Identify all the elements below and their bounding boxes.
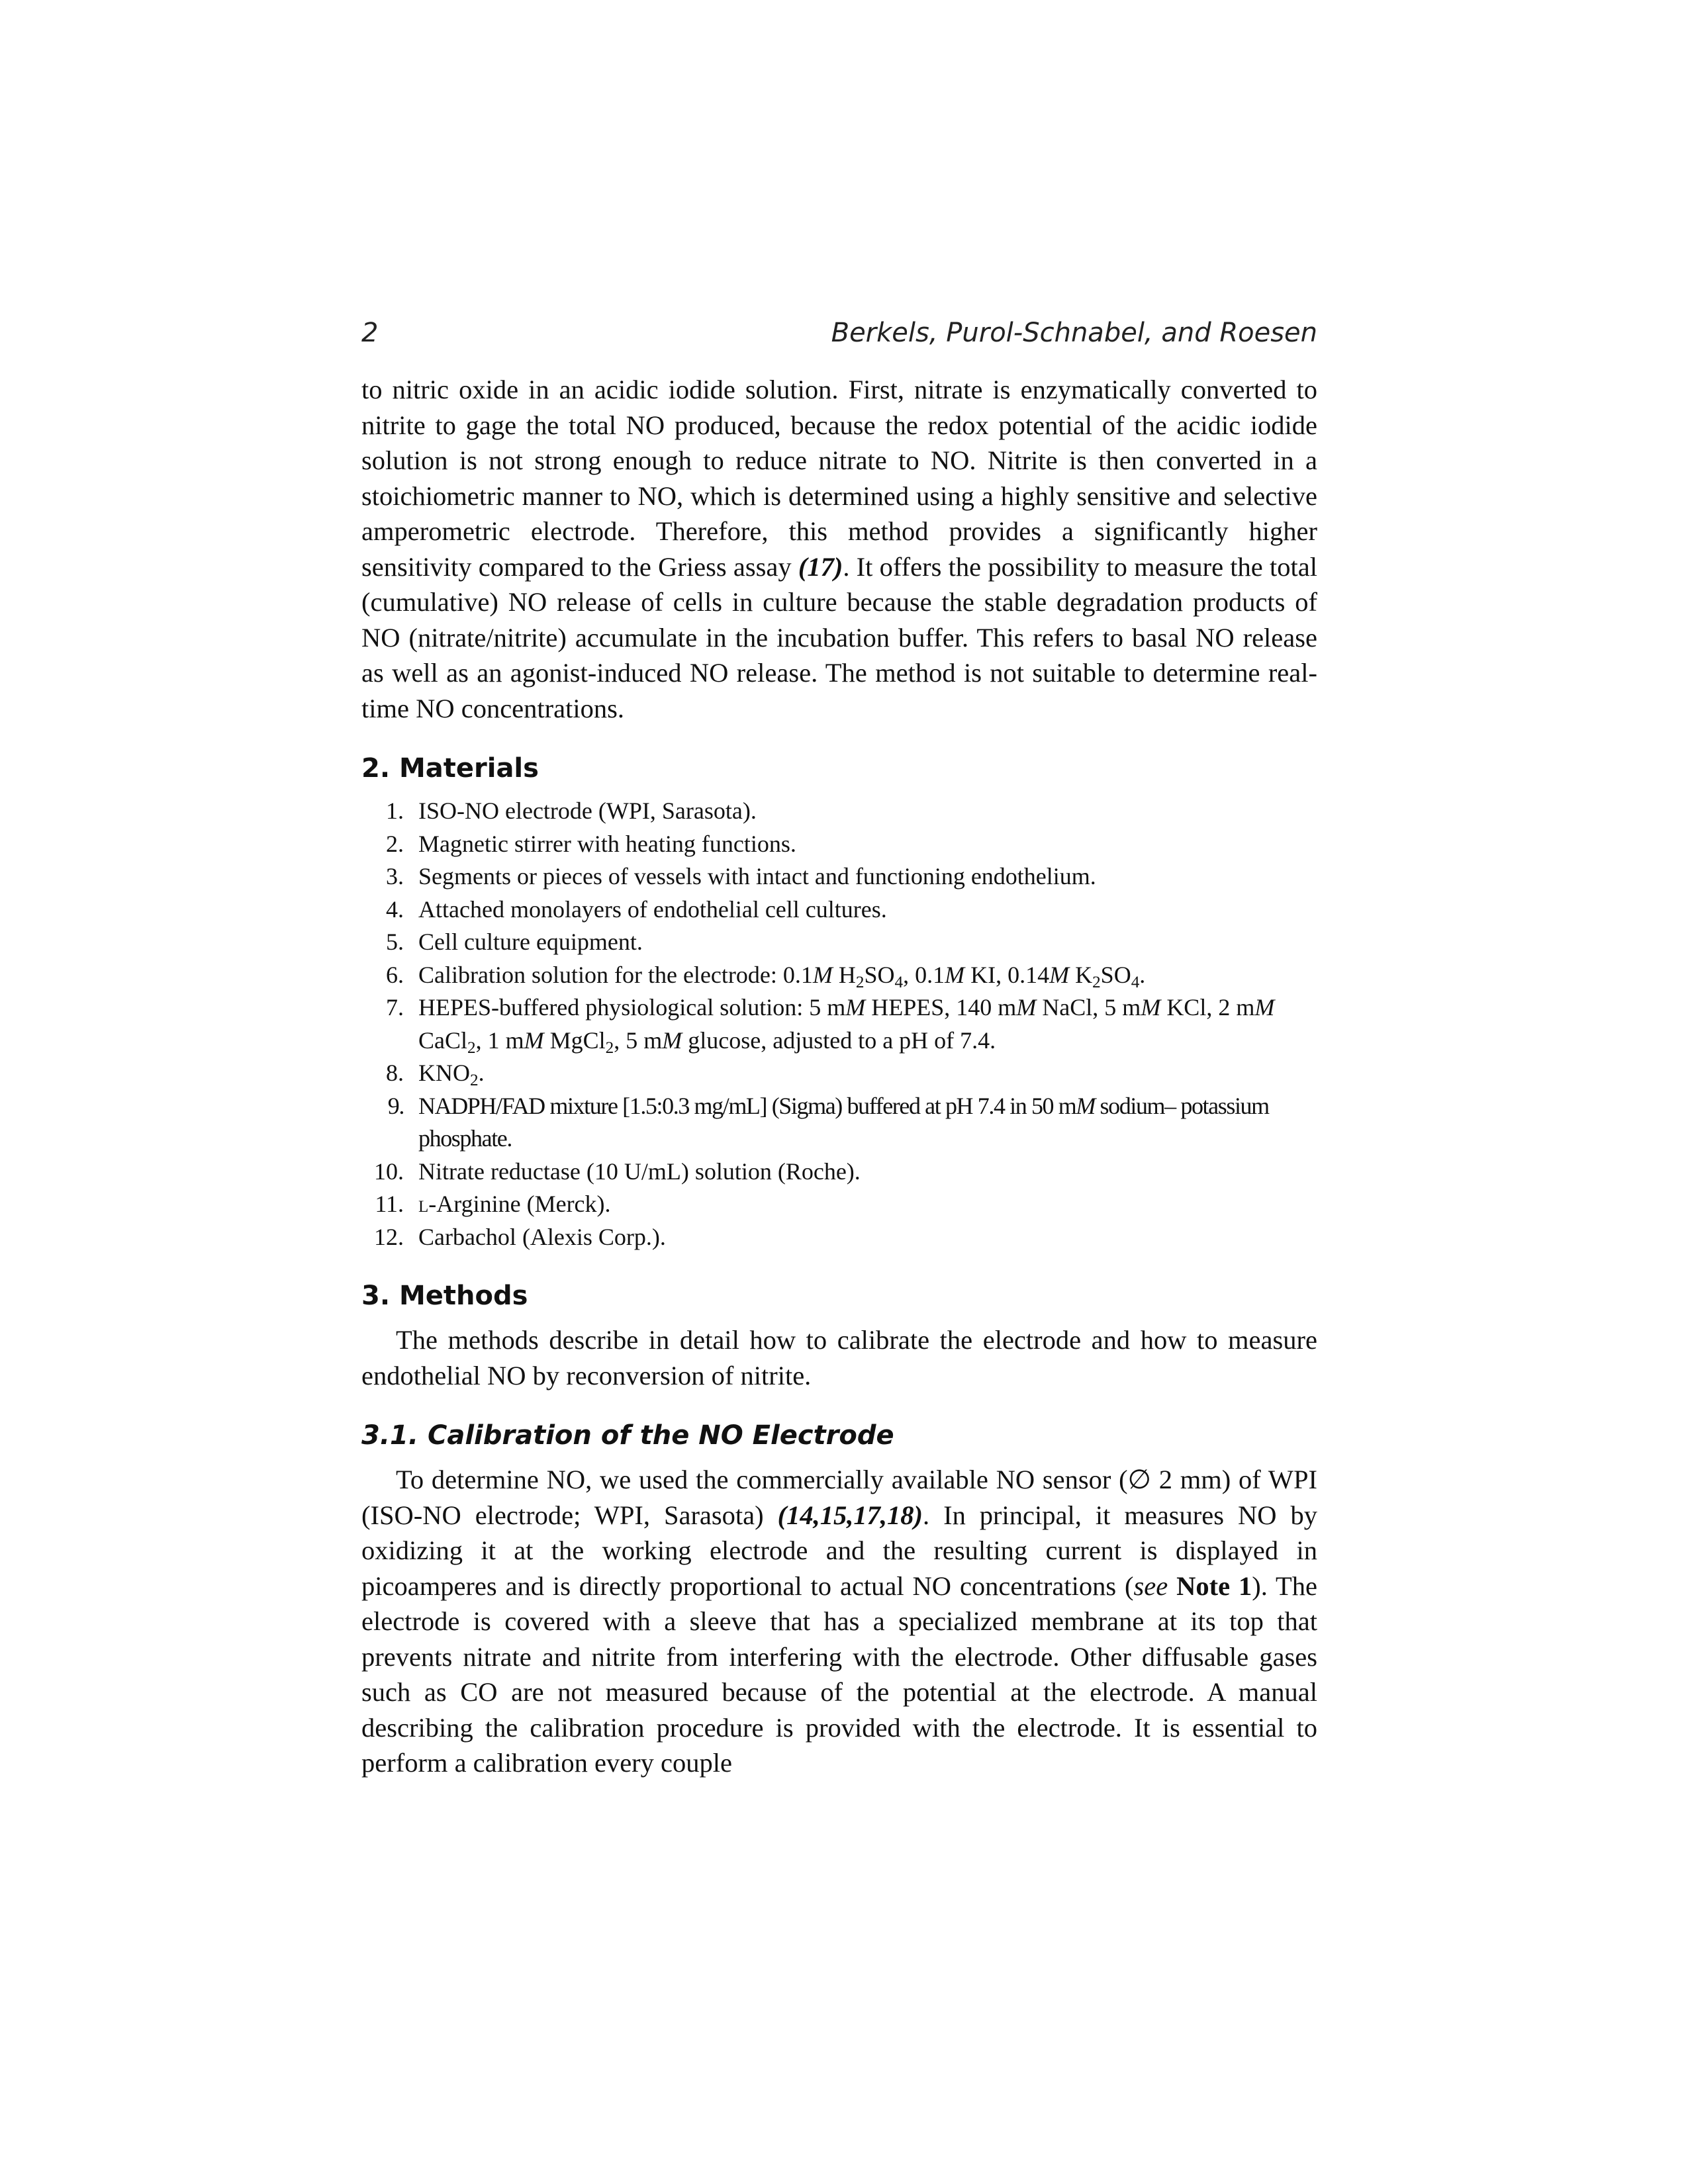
calibration-heading: 3.1. Calibration of the NO Electrode [361,1420,894,1451]
methods-heading: 3. Methods [361,1281,528,1311]
intro-paragraph [361,372,1317,726]
list-item: 6. Calibration solution for the electrode: 0.1M $H_2SO_4$, 0.1M KI, 0.14M $K_2SO_4$. [386,961,1146,991]
list-item: 1. ISO-NO electrode (WPI, Sarasota). [386,797,757,824]
intro-text-1: to nitric oxide in an acidic iodide solution. First, nitrate is enzymatically converted to nitrite to gage the total NO produced, because the redox potential of the acidic iodide solution is not strong enough to reduce nitrate to NO. Nitrite is then converted in a stoichiometric manner to NO, which is determined using a highly sensitive and selective amperometric electrode. Therefore, this method provides a significantly higher sensitivity compared to the Griess assay [361,375,1317,582]
list-item: 4. Attached monolayers of endothelial cell cultures. [386,895,887,923]
list-item: 2. Magnetic stirrer with heating functions. [386,830,796,857]
materials-heading: 2. Materials [361,753,539,784]
reference-list: (14,15,17,18) [777,1500,923,1530]
list-item: 8. $KNO_2$. [386,1060,485,1090]
list-item: 7. HEPES-buffered physiological solution: 5 mM HEPES, 140 mM NaCl, 5 mM KCl, 2 mM CaCl$_2$, 1 mM MgCl$_2$, 5 mM glucose, adjusted to a pH of 7.4. [386,994,1275,1057]
list-item: 3. Segments or pieces of vessels with intact and functioning endothelium. [386,863,1096,889]
materials-list [361,795,1317,1253]
page-number: 2 [361,318,379,348]
calibration-paragraph: To determine NO, we used the commercially available NO sensor (∅ 2 mm) of WPI (ISO-NO electrode; WPI, Sarasota) (14,15,17,18). In principal, it measures NO by oxidizing it at the working electrode and the resulting current is displayed in picoamperes and is directly proportional to actual NO concentrations (see Note 1). The electrode is covered with a sleeve that has a specialized membrane at its top that prevents nitrate and nitrite from interfering with the electrode. Other diffusable gases such as CO are not measured because of the potential at the electrode. A manual describing the calibration procedure is provided with the electrode. It is essential to perform a calibration every couple [361,1465,1317,1778]
list-item: 5. Cell culture equipment. [386,929,643,955]
reference-17: (17) [798,551,843,582]
running-head [361,318,1317,364]
list-item: 9. NADPH/FAD mixture [1.5:0.3 mg/mL] (Sigma) buffered at pH 7.4 in 50 mM sodium– potassium phosphate. [387,1092,1269,1152]
page [361,318,1317,1781]
list-item: 12. Carbachol (Alexis Corp.). [374,1223,666,1250]
intro-text-2: . It offers the possibility to measure the total (cumulative) NO release of cells in culture because the stable degradation products of NO (nitrate/nitrite) accumulate in the incubation buffer. This refers to basal NO release as well as an agonist-induced NO release. The method is not suitable to determine real-time NO concentrations. [361,551,1317,723]
note-1-reference: Note 1 [1176,1570,1252,1601]
list-item: 10. Nitrate reductase (10 U/mL) solution (Roche). [374,1158,861,1185]
running-head-authors: Berkels, Purol-Schnabel, and Roesen [831,318,1317,348]
list-item: 11. l-Arginine (Merck). [375,1191,611,1217]
methods-paragraph: The methods describe in detail how to calibrate the electrode and how to measure endothelial NO by reconversion of nitrite. [361,1325,1317,1390]
